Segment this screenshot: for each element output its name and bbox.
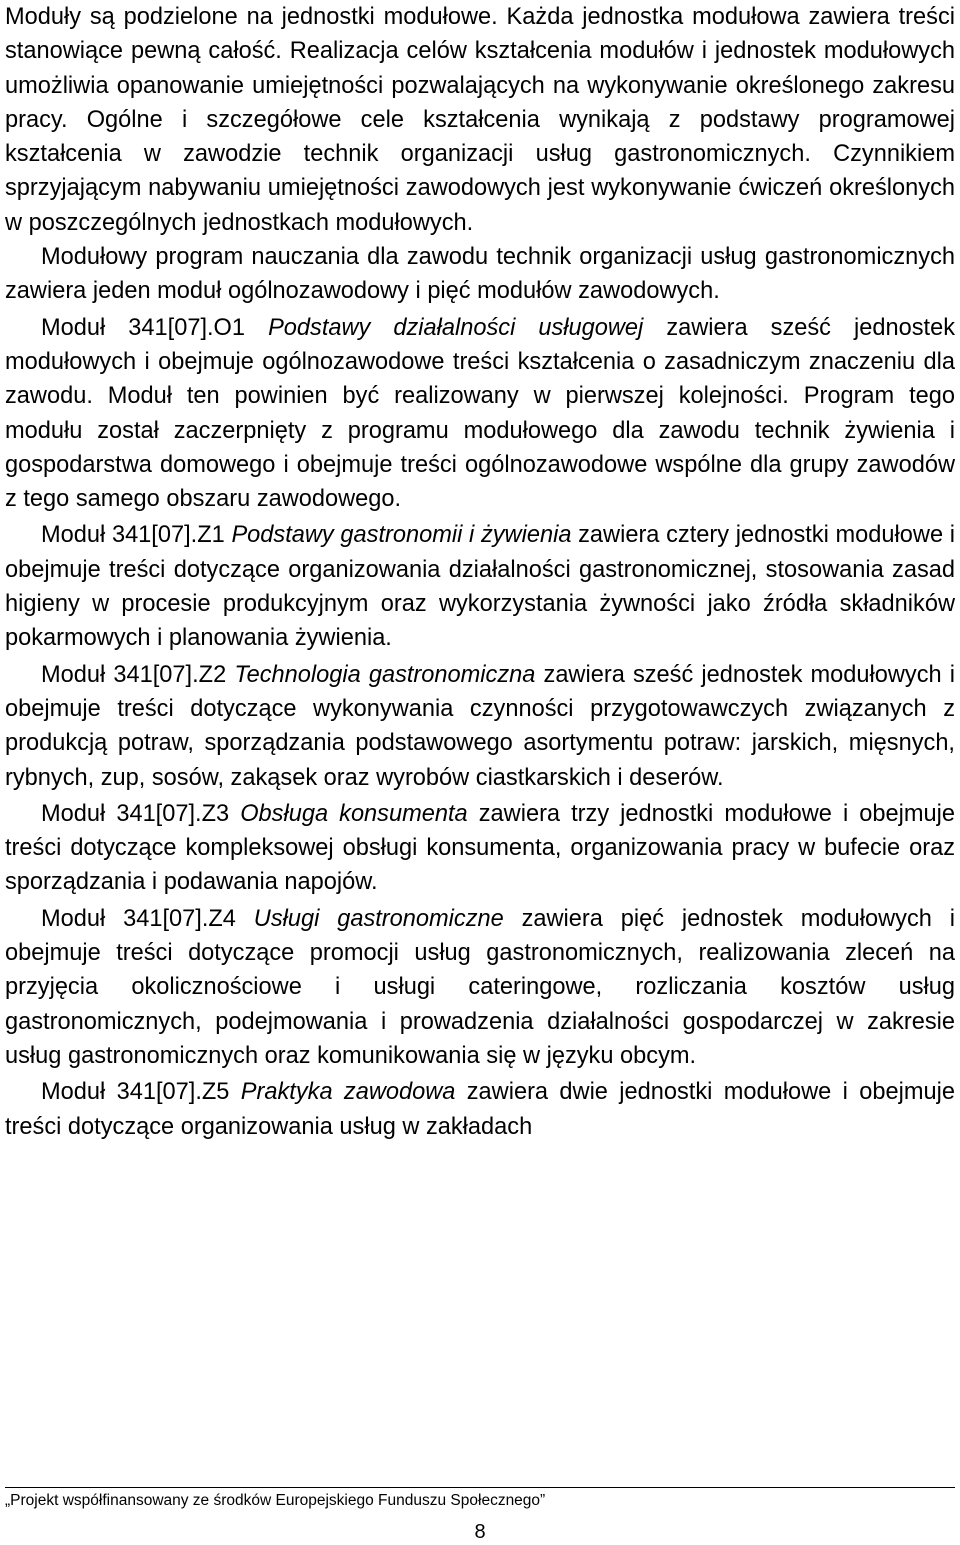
module-z3-description: zawiera trzy jednostki modułowe i obejmuje treści dotyczące kompleksowej obsługi konsumenta, organizowania pracy w bufecie oraz sporządzania i podawania napojów. (5, 800, 956, 896)
paragraph-module-o1 (5, 311, 955, 517)
footer-divider (5, 1487, 955, 1488)
module-z5-title: Praktyka zawodowa (240, 1079, 456, 1106)
module-z1-description: zawiera cztery jednostki modułowe i obejmuje treści dotyczące organizowania działalności gastronomicznej, stosowania zasad higieny w procesie produkcyjnym oraz wykorzystania żywności jako źródła składników pokarmowych i planowania żywienia. (5, 522, 955, 652)
paragraph-module-z2 (5, 658, 955, 795)
paragraph-module-z3 (5, 797, 955, 900)
paragraph-intro-text: Moduły są podzielone na jednostki modułowe. Każda jednostka modułowa zawiera treści stanowiące pewną całość. Realizacja celów kształcenia modułów i jednostek modułowych umożliwia opanowanie umiejętności pozwalających na wykonywanie określonego zakresu pracy. Ogólne i szczegółowe cele kształcenia wynikają z podstawy programowej kształcenia w zawodzie technik organizacji usług gastronomicznych. Czynnikiem sprzyjającym nabywaniu umiejętności zawodowych jest wykonywanie ćwiczeń określonych w poszczególnych jednostkach modułowych. (5, 4, 955, 236)
module-z5-description: zawiera dwie jednostki modułowe i obejmuje treści dotyczące organizowania usług w zakładach (5, 1079, 955, 1140)
module-z2-title: Technologia gastronomiczna (234, 661, 536, 688)
module-z4-code: Moduł 341[07].Z4 (41, 905, 254, 932)
paragraph-module-z1 (5, 518, 955, 655)
body-text (5, 0, 955, 1144)
module-o1-description: zawiera sześć jednostek modułowych i obejmuje ogólnozawodowe treści kształcenia o zasadniczym znaczeniu dla zawodu. Moduł ten powinien być realizowany w pierwszej kolejności. Program tego modułu został zaczerpnięty z programu modułowego dla zawodu technik żywienia i gospodarstwa domowego i obejmuje treści ogólnozawodowe wspólne dla grupy zawodów z tego samego obszaru zawodowego. (5, 314, 955, 513)
module-z3-title: Obsługa konsumenta (240, 800, 468, 827)
paragraph-program-overview (5, 240, 955, 309)
module-z1-title: Podstawy gastronomii i żywienia (231, 522, 572, 549)
module-z5-code: Moduł 341[07].Z5 (41, 1079, 241, 1106)
module-o1-title: Podstawy działalności usługowej (268, 314, 644, 341)
module-o1-code: Moduł 341[07].O1 (41, 314, 269, 341)
module-z4-title: Usługi gastronomiczne (253, 905, 504, 932)
paragraph-module-z4 (5, 902, 955, 1073)
module-z2-description: zawiera sześć jednostek modułowych i obejmuje treści dotyczące wykonywania czynności przygotowawczych związanych z produkcją potraw, sporządzania podstawowego asortymentu potraw: jarskich, mięsnych, rybnych, zup, sosów, zakąsek oraz wyrobów ciastkarskich i deserów. (5, 661, 956, 791)
footer-funding-note: „Projekt współfinansowany ze środków Europejskiego Funduszu Społecznego” (5, 1492, 546, 1509)
page-number: 8 (474, 1521, 486, 1543)
paragraph-module-z5 (5, 1075, 955, 1144)
paragraph-program-overview-text: Modułowy program nauczania dla zawodu technik organizacji usług gastronomicznych zawiera jeden moduł ogólnozawodowy i pięć modułów zawodowych. (5, 244, 955, 305)
module-z4-description: zawiera pięć jednostek modułowych i obejmuje treści dotyczące promocji usług gastronomicznych, realizowania zleceń na przyjęcia okolicznościowe i usługi cateringowe, rozliczania kosztów usług gastronomicznych, podejmowania i prowadzenia działalności gospodarczej w zakresie usług gastronomicznych oraz komunikowania się w języku obcym. (5, 905, 955, 1069)
module-z3-code: Moduł 341[07].Z3 (41, 800, 241, 827)
module-z2-code: Moduł 341[07].Z2 (41, 661, 235, 688)
paragraph-intro (5, 0, 955, 240)
module-z1-code: Moduł 341[07].Z1 (41, 522, 232, 549)
